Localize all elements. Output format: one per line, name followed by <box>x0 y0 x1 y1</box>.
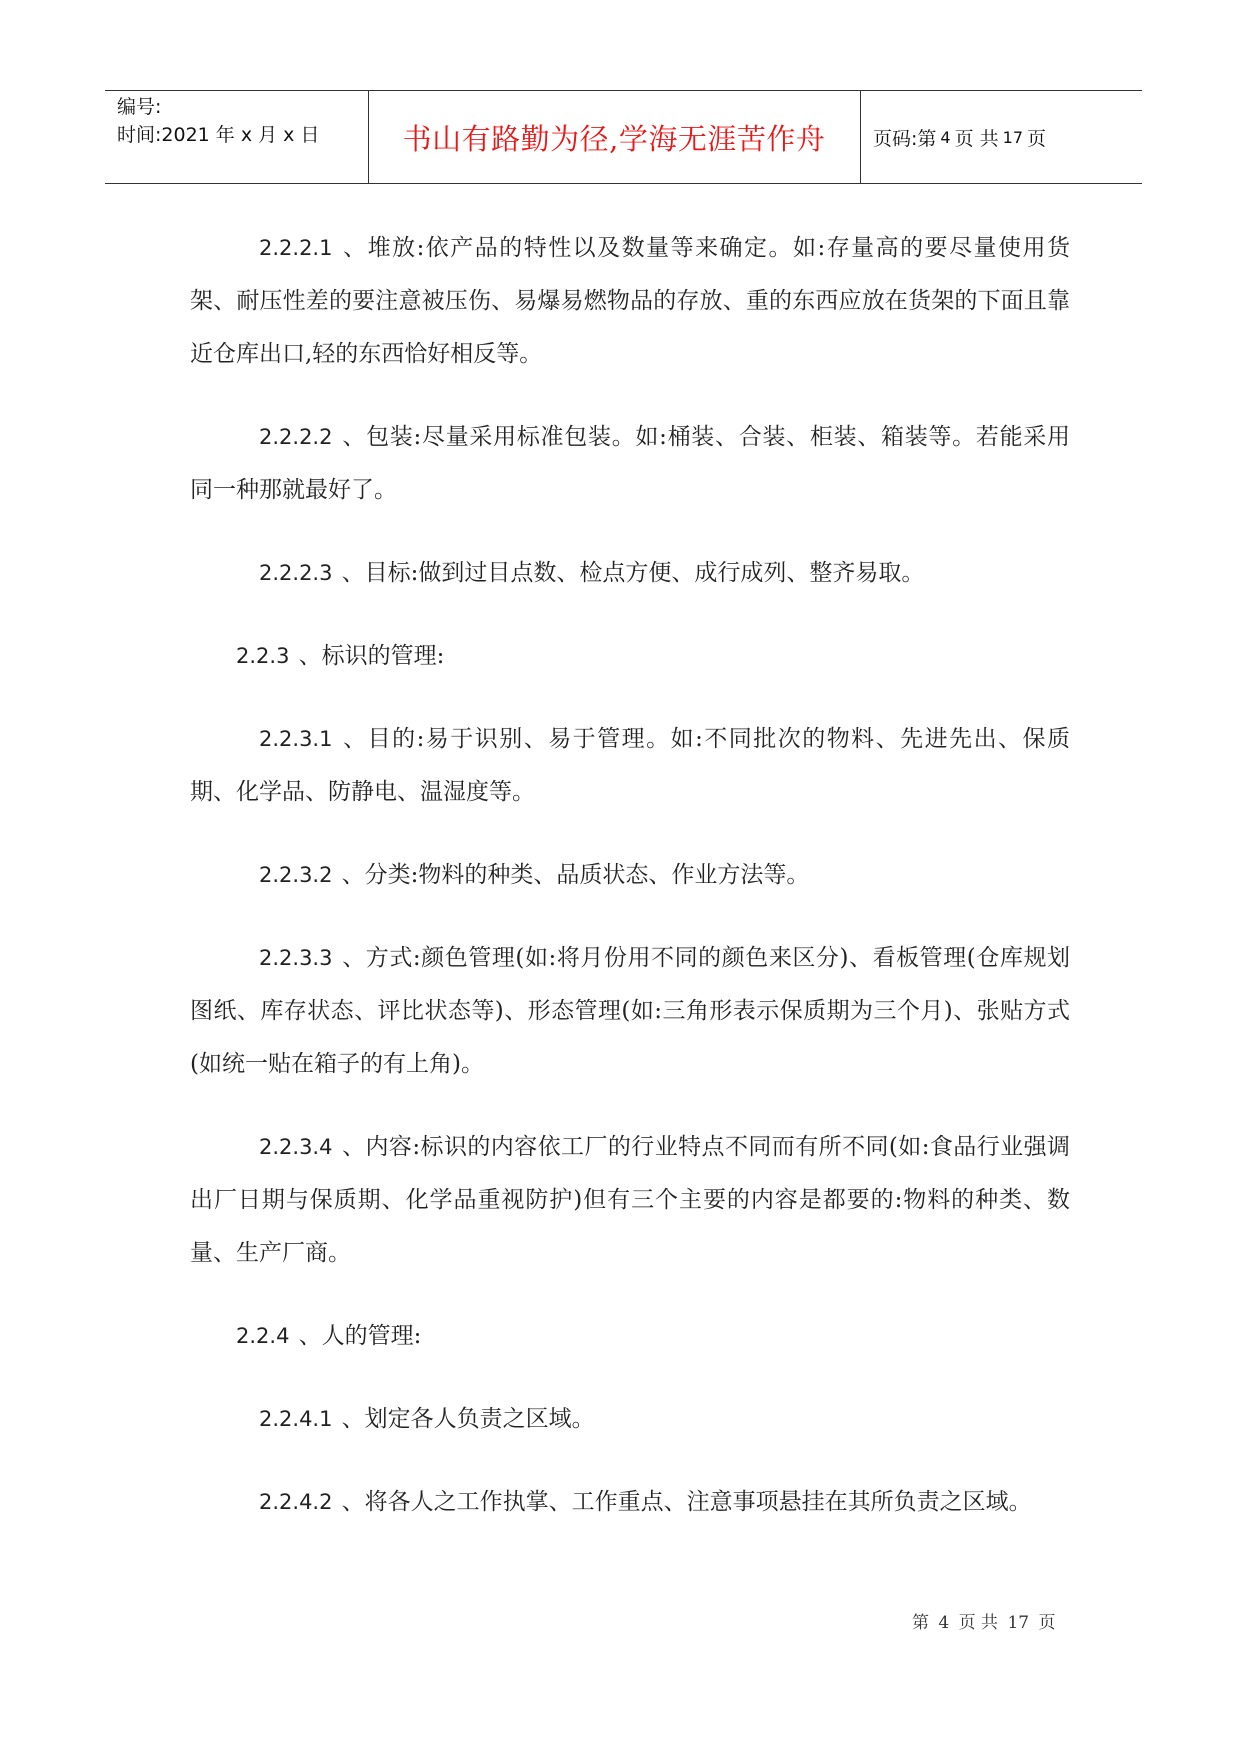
section-number: 2.2.4.2 <box>259 1490 333 1514</box>
section-number: 2.2.3 <box>236 644 290 668</box>
header-divider-right <box>860 91 861 183</box>
paragraph <box>190 1393 1070 1446</box>
section-number: 2.2.2.2 <box>259 425 333 449</box>
section-number: 2.2.4.1 <box>259 1407 333 1431</box>
page-total: 17 <box>1002 127 1023 147</box>
footer-current: 4 <box>938 1613 950 1633</box>
section-number: 2.2.3.2 <box>259 863 333 887</box>
paragraph-text: 、划定各人负责之区域。 <box>341 1406 595 1432</box>
paragraph-text: 、将各人之工作执掌、工作重点、注意事项悬挂在其所负责之区域。 <box>341 1489 1032 1515</box>
time-line <box>117 121 357 149</box>
paragraph <box>190 411 1070 517</box>
footer-end: 页 <box>1038 1613 1056 1633</box>
footer-mid: 页 共 <box>958 1613 999 1633</box>
section-number: 2.2.3.3 <box>259 946 333 970</box>
page-footer <box>910 1608 1058 1633</box>
header-meta <box>117 93 357 149</box>
page-label: 页码:第 <box>873 127 937 150</box>
page-end: 页 <box>1027 127 1047 150</box>
section-number: 2.2.3.4 <box>259 1135 333 1159</box>
paragraph-text: 、堆放:依产品的特性以及数量等来确定。如:存量高的要尽量使用货架、耐压性差的要注意被压伤、易爆易燃物品的存放、重的东西应放在货架的下面且靠近仓库出口,轻的东西恰好相反等。 <box>190 235 1070 367</box>
footer-total: 17 <box>1007 1613 1030 1633</box>
time-label: 时间: <box>117 124 162 146</box>
section-number: 2.2.2.3 <box>259 561 333 585</box>
header-motto: 书山有路勤为径,学海无涯苦作舟 <box>402 121 826 156</box>
page-current: 4 <box>940 127 951 147</box>
header-page-info <box>873 91 1046 183</box>
paragraph <box>190 222 1070 381</box>
section-number: 2.2.2.1 <box>259 236 333 260</box>
time-value: 2021 年 x 月 x 日 <box>161 124 320 146</box>
paragraph <box>190 1476 1070 1529</box>
paragraph-text: 、方式:颜色管理(如:将月份用不同的颜色来区分)、看板管理(仓库规划图纸、库存状态、评比状态等)、形态管理(如:三角形表示保质期为三个月)、张贴方式(如统一贴在箱子的有上角)。 <box>190 945 1070 1077</box>
paragraph <box>190 547 1070 600</box>
paragraph-text: 、人的管理: <box>298 1323 422 1349</box>
paragraph-text: 、目的:易于识别、易于管理。如:不同批次的物料、先进先出、保质期、化学品、防静电、温湿度等。 <box>190 726 1070 805</box>
page-header <box>105 90 1142 184</box>
section-number: 2.2.4 <box>236 1324 290 1348</box>
paragraph-text: 、标识的管理: <box>298 643 445 669</box>
paragraph <box>190 1121 1070 1280</box>
footer-pre: 第 <box>912 1613 929 1633</box>
section-heading <box>190 1310 1070 1363</box>
section-number: 2.2.3.1 <box>259 727 333 751</box>
paragraph-text: 、包装:尽量采用标准包装。如:桶装、合装、柜装、箱装等。若能采用同一种那就最好了。 <box>190 424 1070 503</box>
paragraph-text: 、目标:做到过目点数、检点方便、成行成列、整齐易取。 <box>341 560 925 586</box>
page-mid: 页 共 <box>954 127 999 150</box>
paragraph-text: 、内容:标识的内容依工厂的行业特点不同而有所不同(如:食品行业强调出厂日期与保质期、化学品重视防护)但有三个主要的内容是都要的:物料的种类、数量、生产厂商。 <box>190 1134 1070 1266</box>
number-label: 编号: <box>117 96 162 118</box>
paragraph <box>190 932 1070 1091</box>
paragraph-text: 、分类:物料的种类、品质状态、作业方法等。 <box>341 862 810 888</box>
document-body <box>190 222 1070 1559</box>
paragraph <box>190 713 1070 819</box>
section-heading <box>190 630 1070 683</box>
paragraph <box>190 849 1070 902</box>
